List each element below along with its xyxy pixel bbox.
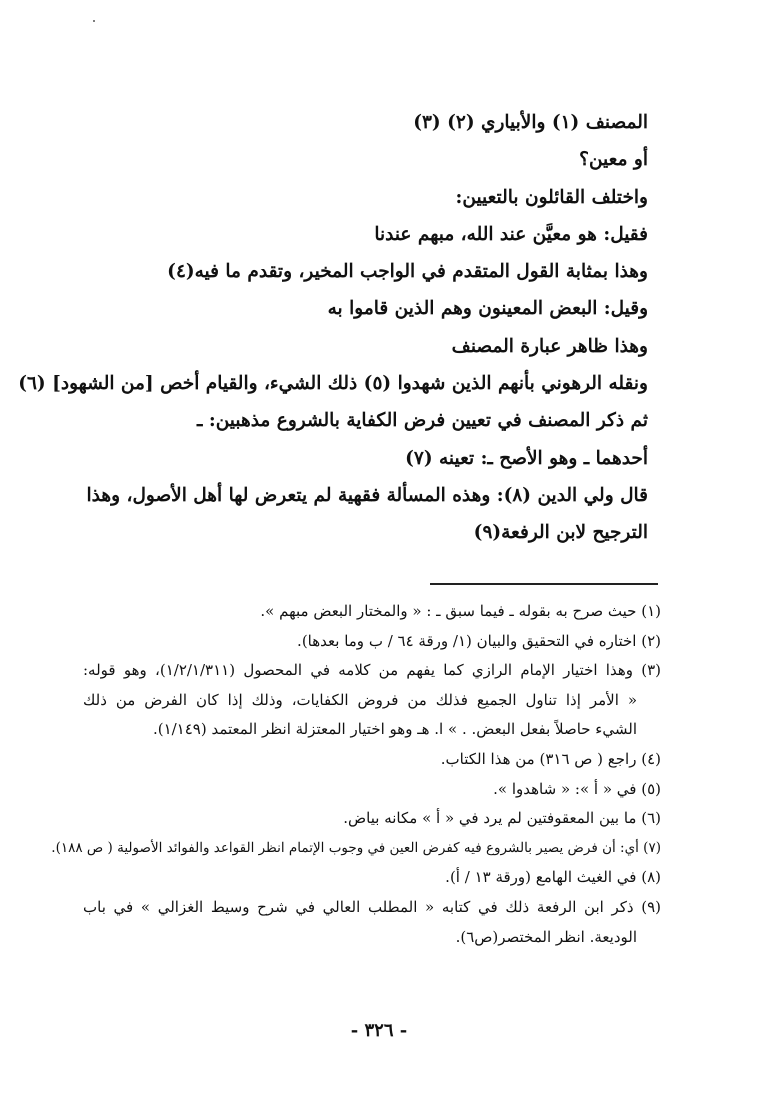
main-line: وقيل: البعض المعينون وهم الذين قاموا به [327,298,648,320]
footnote-line: (٥) في « أ »: « شاهدوا ». [493,779,661,798]
paper-speck [93,20,95,22]
footnote-line: (٦) ما بين المعقوفتين لم يرد في « أ » مكانه بياض. [343,809,661,828]
footnotes [51,597,662,952]
footnote-line: (٤) راجع ( ص ٣١٦) من هذا الكتاب. [440,749,661,768]
main-line: قال ولي الدين (٨): وهذه المسألة فقهية لم يتعرض لها أهل الأصول، وهذا [86,484,648,506]
footnote-line: (٣) وهذا اختيار الإمام الرازي كما يفهم من كلامه في المحصول (١/٢/١/٣١١)، وهو قوله: [83,661,662,680]
main-line: ونقله الرهوني بأنهم الذين شهدوا (٥) ذلك الشيء، والقيام أخص [من الشهود] (٦) [18,373,648,395]
main-line: وهذا بمثابة القول المتقدم في الواجب المخير، وتقدم ما فيه(٤) [167,261,648,283]
footnote-line: « الأمر إذا تناول الجميع فذلك من فروض الكفايات، وذلك إذا كان الفرض من ذلك [83,690,637,709]
footnote-separator [430,583,658,585]
main-line: ثم ذكر المصنف في تعيين فرض الكفاية بالشروع مذهبين: ـ [197,410,648,432]
main-line: وهذا ظاهر عبارة المصنف [451,335,648,357]
footnote-line: (٢) اختاره في التحقيق والبيان (١/ ورقة ٦٤ / ب وما بعدها). [297,631,661,650]
main-text [18,104,648,552]
main-line: الترجيح لابن الرفعة(٩) [473,522,648,544]
footnote-line: (٨) في الغيث الهامع (ورقة ١٣ / أ). [445,868,661,887]
main-line: واختلف القائلون بالتعيين: [455,186,648,208]
footnote-line: الوديعة. انظر المختصر(ص٦). [455,927,637,946]
main-line: أحدهما ـ وهو الأصح ـ: تعينه (٧) [405,447,648,469]
footnote-line: (٧) أي: أن فرض يصير بالشروع فيه كفرض العين في وجوب الإتمام انظر القواعد والفوائد الأصولية ( ص ١٨٨). [51,839,661,856]
main-line: أو معين؟ [579,149,648,171]
page-number: - ٣٢٦ - [350,1020,408,1041]
footnote-line: (١) حيث صرح به بقوله ـ فيما سبق ـ : « والمختار البعض مبهم ». [260,602,661,620]
footnote-line: (٩) ذكر ابن الرفعة ذلك في كتابه « المطلب العالي في شرح وسيط الغزالي » في باب [83,897,661,916]
footnote-line: الشيء حاصلاً بفعل البعض. . » ا. هـ وهو اختيار المعتزلة انظر المعتمد (١/١٤٩). [152,720,637,739]
main-line: فقيل: هو معيَّن عند الله، مبهم عندنا [374,223,648,245]
main-line: المصنف (١) والأبياري (٢) (٣) [413,112,648,133]
